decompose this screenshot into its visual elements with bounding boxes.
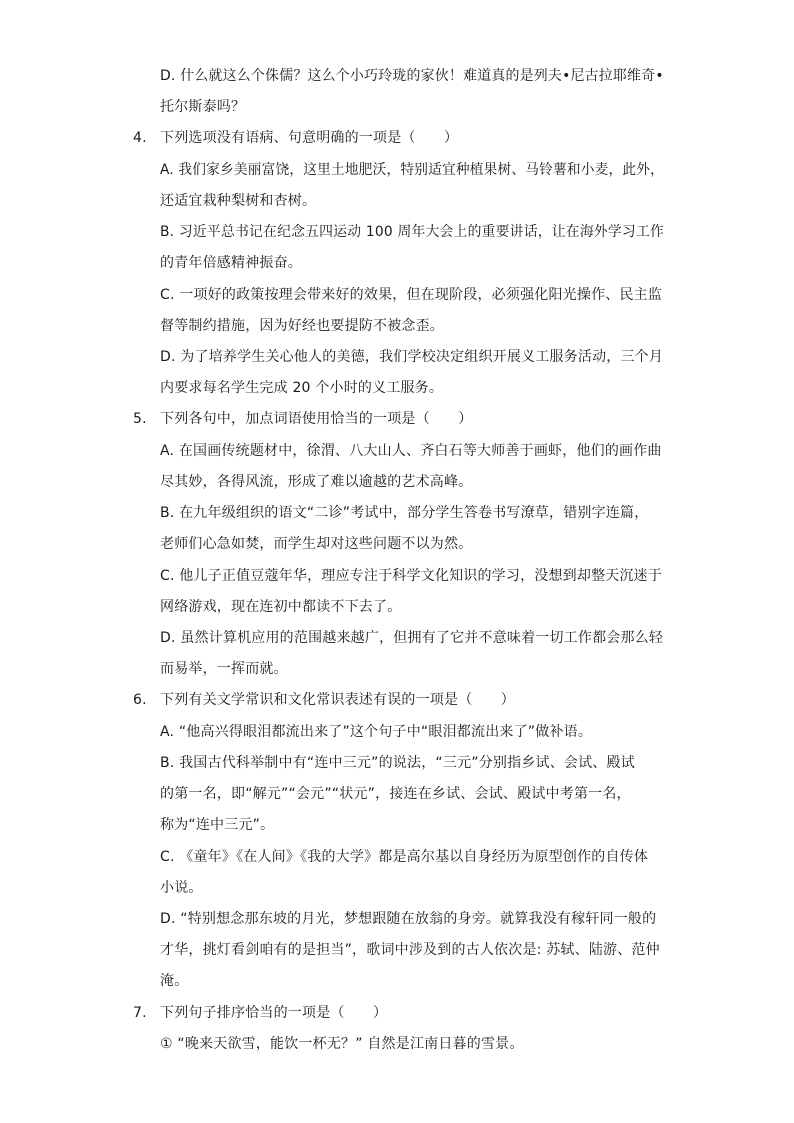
- q4-option-c-line2: 督等制约措施，因为好经也要提防不被念歪。: [160, 318, 444, 334]
- q6-option-a-line1: A. “他高兴得眼泪都流出来了”这个句子中“眼泪都流出来了”做补语。: [160, 724, 593, 740]
- q3-option-d-line1: D. 什么就这么个侏儒？这么个小巧玲珑的家伙！难道真的是列夫•尼古拉耶维奇•: [160, 68, 664, 84]
- question-number-4: 4.: [133, 130, 147, 146]
- q6-option-b-line3: 称为“连中三元”。: [160, 817, 275, 833]
- question-number-7: 7.: [133, 1005, 147, 1021]
- question-5-stem: 下列各句中，加点词语使用恰当的一项是（ ）: [160, 411, 473, 427]
- q7-sentence-1: ① “晚来天欲雪，能饮一杯无？” 自然是江南日暮的雪景。: [160, 1036, 524, 1052]
- q4-option-a-line2: 还适宜栽种梨树和杏树。: [160, 193, 317, 209]
- q5-option-a-line1: A. 在国画传统题材中，徐渭、八大山人、齐白石等大师善于画虾，他们的画作曲: [160, 443, 662, 459]
- q3-option-d-line2: 托尔斯泰吗？: [160, 99, 246, 115]
- q5-option-b-line1: B. 在九年级组织的语文“二诊”考试中，部分学生答卷书写潦草，错别字连篇，: [160, 505, 649, 521]
- q5-option-c-line2: 网络游戏，现在连初中都读不下去了。: [160, 599, 402, 615]
- q5-option-d-line1: D. 虽然计算机应用的范围越来越广，但拥有了它并不意味着一切工作都会那么轻: [160, 630, 664, 646]
- q4-option-d-line1: D. 为了培养学生关心他人的美德，我们学校决定组织开展义工服务活动，三个月: [160, 349, 664, 365]
- question-number-5: 5.: [133, 411, 147, 427]
- q6-option-d-line3: 淹。: [160, 973, 189, 989]
- q6-option-c-line1: C. 《童年》《在人间》《我的大学》都是高尔基以自身经历为原型创作的自传体: [160, 849, 649, 865]
- q5-option-b-line2: 老师们心急如焚，而学生却对这些问题不以为然。: [160, 536, 473, 552]
- q5-option-c-line1: C. 他儿子正值豆蔻年华，理应专注于科学文化知识的学习，没想到却整天沉迷于: [160, 568, 663, 584]
- q6-option-b-line2: 的第一名，即“解元”“会元”“状元”，接连在乡试、会试、殿试中考第一名，: [160, 786, 631, 802]
- q4-option-b-line2: 的青年倍感精神振奋。: [160, 255, 302, 271]
- q4-option-c-line1: C. 一项好的政策按理会带来好的效果，但在现阶段，必须强化阳光操作、民主监: [160, 287, 663, 303]
- question-number-6: 6.: [133, 692, 147, 708]
- question-7-stem: 下列句子排序恰当的一项是（ ）: [160, 1005, 388, 1021]
- q4-option-b-line1: B. 习近平总书记在纪念五四运动 100 周年大会上的重要讲话，让在海外学习工作: [160, 224, 665, 240]
- q6-option-c-line2: 小说。: [160, 880, 203, 896]
- q4-option-a-line1: A. 我们家乡美丽富饶，这里土地肥沃，特别适宜种植果树、马铃薯和小麦，此外，: [160, 162, 664, 178]
- q6-option-b-line1: B. 我国古代科举制中有“连中三元”的说法，“三元”分别指乡试、会试、殿试: [160, 755, 635, 771]
- q5-option-d-line2: 而易举，一挥而就。: [160, 661, 288, 677]
- q5-option-a-line2: 尽其妙，各得风流，形成了难以逾越的艺术高峰。: [160, 474, 473, 490]
- q6-option-d-line2: 才华，挑灯看剑咱有的是担当”，歌词中涉及到的古人依次是: 苏轼、陆游、范仲: [160, 942, 660, 958]
- question-4-stem: 下列选项没有语病、句意明确的一项是（ ）: [160, 130, 459, 146]
- q4-option-d-line2: 内要求每名学生完成 20 个小时的义工服务。: [160, 380, 444, 396]
- q6-option-d-line1: D. “特别想念那东坡的月光，梦想跟随在放翁的身旁。就算我没有稼轩同一般的: [160, 911, 657, 927]
- question-6-stem: 下列有关文学常识和文化常识表述有误的一项是（ ）: [160, 692, 515, 708]
